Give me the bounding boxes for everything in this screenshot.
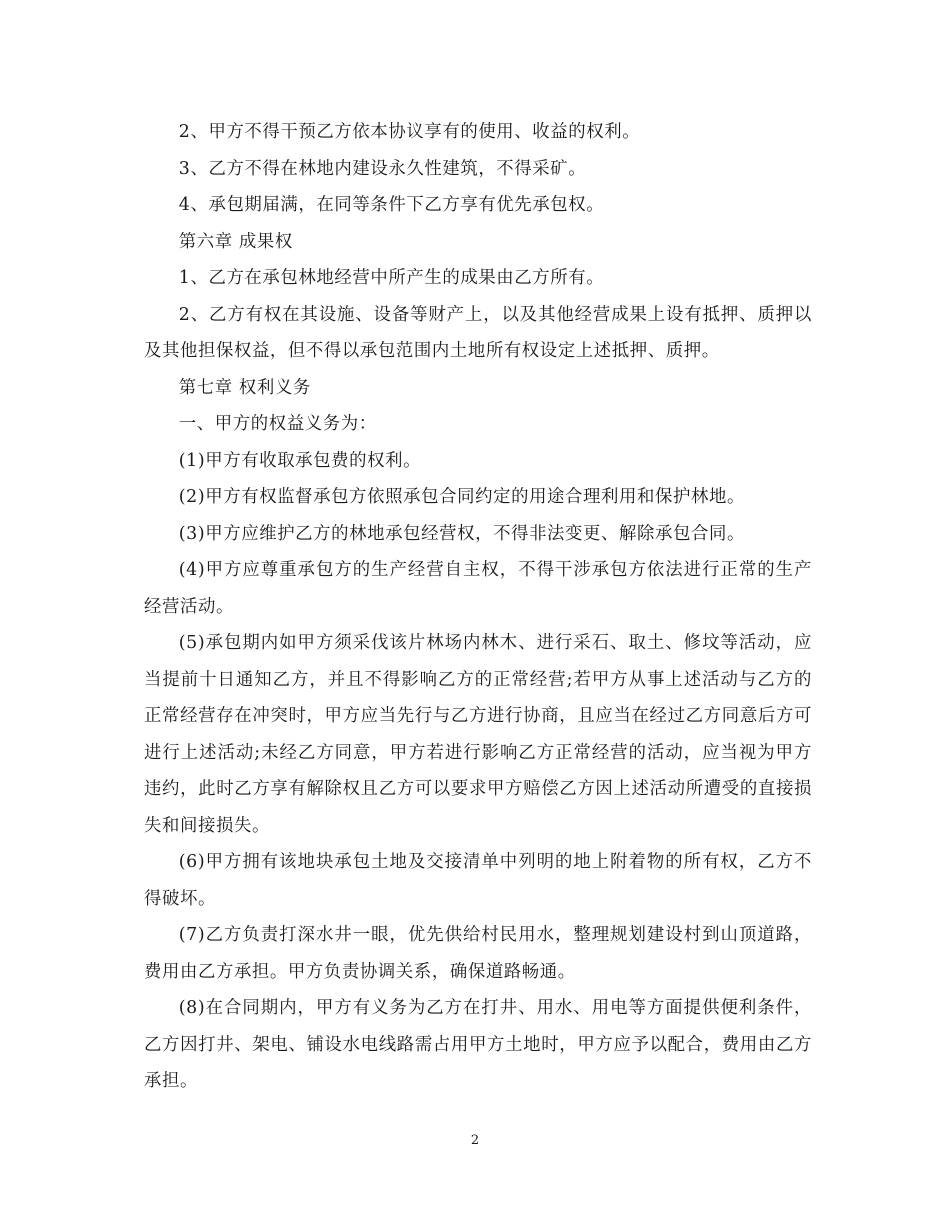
item-5: (5)承包期内如甲方须采伐该片林场内林木、进行采石、取土、修坟等活动，应当提前十日通知乙方，并且不得影响乙方的正常经营;若甲方从事上述活动与乙方的正常经营存在冲突时，甲方应当先行与乙方进行协商，且应当在经过乙方同意后方可进行上述活动;未经乙方同意，甲方若进行影响乙方正常经营的活动，应当视为甲方违约，此时乙方享有解除权且乙方可以要求甲方赔偿乙方因上述活动所遭受的直接损失和间接损失。: [144, 633, 812, 836]
item-4: (4)甲方应尊重承包方的生产经营自主权，不得干涉承包方依法进行正常的生产经营活动。: [144, 560, 812, 617]
item-8: (8)在合同期内，甲方有义务为乙方在打井、用水、用电等方面提供便利条件，乙方因打井、架电、铺设水电线路需占用甲方土地时，甲方应予以配合，费用由乙方承担。: [144, 998, 812, 1091]
clause-6-2: 2、乙方有权在其设施、设备等财产上，以及其他经营成果上设有抵押、质押以及其他担保权益，但不得以承包范围内土地所有权设定上述抵押、质押。: [144, 304, 812, 361]
item-7: (7)乙方负责打深水井一眼，优先供给村民用水，整理规划建设村到山顶道路，费用由乙方承担。甲方负责协调关系，确保道路畅通。: [144, 925, 812, 982]
item-3: (3)甲方应维护乙方的林地承包经营权，不得非法变更、解除承包合同。: [178, 523, 745, 544]
clause-5-3: 3、乙方不得在林地内建设永久性建筑，不得采矿。: [178, 158, 587, 179]
document-body: [144, 114, 812, 1100]
item-6: (6)甲方拥有该地块承包土地及交接清单中列明的地上附着物的所有权，乙方不得破坏。: [144, 852, 812, 909]
section-party-a-heading: 一、甲方的权益义务为：: [178, 414, 377, 434]
clause-5-2: 2、甲方不得干预乙方依本协议享有的使用、收益的权利。: [178, 122, 641, 142]
item-1: (1)甲方有收取承包费的权利。: [178, 450, 422, 471]
chapter-7-heading: 第七章 权利义务: [178, 377, 311, 398]
chapter-6-heading: 第六章 成果权: [178, 231, 293, 252]
item-2: (2)甲方有权监督承包方依照承包合同约定的用途合理利用和保护林地。: [178, 487, 745, 507]
clause-5-4: 4、承包期届满，在同等条件下乙方享有优先承包权。: [178, 195, 605, 215]
page-number: 2: [470, 1133, 480, 1148]
clause-6-1: 1、乙方在承包林地经营中所产生的成果由乙方所有。: [178, 268, 605, 288]
